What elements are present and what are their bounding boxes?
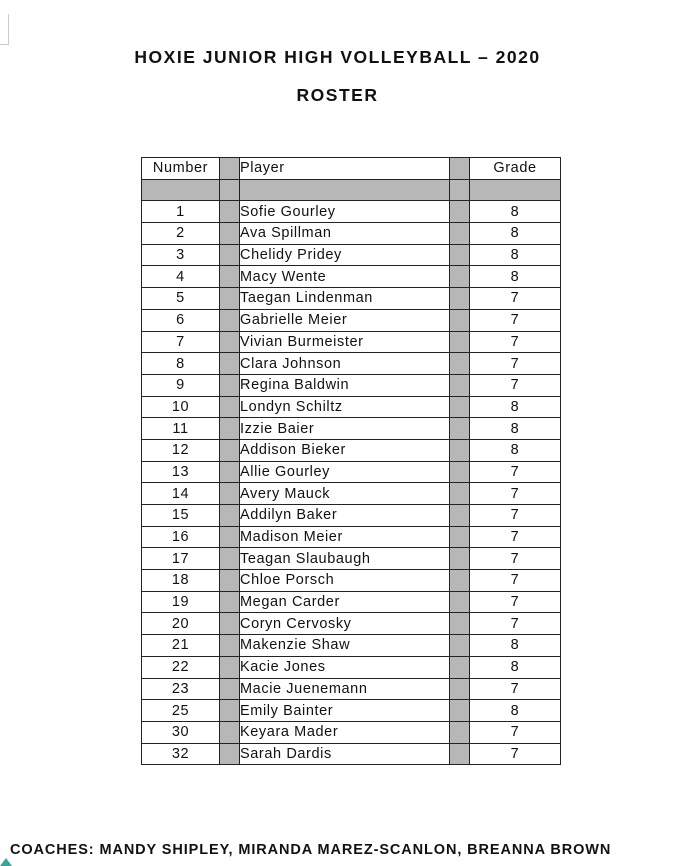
player-name: Macie Juenemann	[240, 678, 450, 700]
row-separator	[220, 743, 240, 765]
row-separator	[450, 526, 470, 548]
player-grade: 8	[470, 656, 561, 678]
player-grade: 7	[470, 461, 561, 483]
player-number: 32	[142, 743, 220, 765]
row-separator	[220, 288, 240, 310]
table-row	[142, 483, 561, 505]
player-number: 25	[142, 700, 220, 722]
row-separator	[220, 635, 240, 657]
row-separator	[220, 244, 240, 266]
row-separator	[450, 483, 470, 505]
document-title: HOXIE JUNIOR HIGH VOLLEYBALL – 2020	[134, 47, 541, 67]
player-grade: 8	[470, 439, 561, 461]
row-separator	[450, 244, 470, 266]
player-grade: 7	[470, 505, 561, 527]
player-name: Sarah Dardis	[240, 743, 450, 765]
row-separator	[450, 570, 470, 592]
row-separator	[220, 418, 240, 440]
player-name: Keyara Mader	[240, 721, 450, 743]
row-separator	[450, 353, 470, 375]
player-name: Ava Spillman	[240, 223, 450, 245]
player-grade: 7	[470, 570, 561, 592]
table-row	[142, 656, 561, 678]
row-separator	[450, 591, 470, 613]
row-separator	[220, 570, 240, 592]
row-separator	[450, 374, 470, 396]
player-name: Vivian Burmeister	[240, 331, 450, 353]
table-row	[142, 418, 561, 440]
row-separator	[450, 309, 470, 331]
player-name: Avery Mauck	[240, 483, 450, 505]
player-grade: 8	[470, 418, 561, 440]
player-number: 5	[142, 288, 220, 310]
row-separator	[220, 439, 240, 461]
player-grade: 8	[470, 201, 561, 223]
gray-cell	[450, 179, 470, 201]
player-name: Addilyn Baker	[240, 505, 450, 527]
row-separator	[450, 721, 470, 743]
player-grade: 7	[470, 743, 561, 765]
player-grade: 8	[470, 244, 561, 266]
player-grade: 7	[470, 526, 561, 548]
player-number: 10	[142, 396, 220, 418]
table-row	[142, 201, 561, 223]
player-name: Clara Johnson	[240, 353, 450, 375]
player-number: 22	[142, 656, 220, 678]
table-row	[142, 244, 561, 266]
row-separator	[450, 439, 470, 461]
header-separator	[220, 158, 240, 180]
row-separator	[450, 635, 470, 657]
gray-spacer-row	[142, 179, 561, 201]
player-grade: 7	[470, 288, 561, 310]
row-separator	[450, 418, 470, 440]
player-number: 17	[142, 548, 220, 570]
player-name: Coryn Cervosky	[240, 613, 450, 635]
player-grade: 7	[470, 591, 561, 613]
row-separator	[450, 201, 470, 223]
gray-cell	[220, 179, 240, 201]
table-row	[142, 570, 561, 592]
row-separator	[220, 374, 240, 396]
player-number: 13	[142, 461, 220, 483]
table-row	[142, 223, 561, 245]
player-name: Chelidy Pridey	[240, 244, 450, 266]
player-grade: 7	[470, 374, 561, 396]
row-separator	[450, 461, 470, 483]
player-name: Macy Wente	[240, 266, 450, 288]
table-row	[142, 700, 561, 722]
coaches-line: COACHES: MANDY SHIPLEY, MIRANDA MAREZ-SCANLON, BREANNA BROWN	[10, 842, 612, 858]
row-separator	[450, 505, 470, 527]
row-separator	[220, 201, 240, 223]
row-separator	[450, 223, 470, 245]
player-name: Teagan Slaubaugh	[240, 548, 450, 570]
player-name: Izzie Baier	[240, 418, 450, 440]
player-name: Taegan Lindenman	[240, 288, 450, 310]
player-grade: 7	[470, 309, 561, 331]
table-row	[142, 288, 561, 310]
row-separator	[450, 266, 470, 288]
table-row	[142, 613, 561, 635]
player-number: 14	[142, 483, 220, 505]
table-row	[142, 743, 561, 765]
row-separator	[220, 591, 240, 613]
table-row	[142, 526, 561, 548]
table-row	[142, 309, 561, 331]
row-separator	[450, 656, 470, 678]
table-row	[142, 591, 561, 613]
player-number: 20	[142, 613, 220, 635]
table-row	[142, 266, 561, 288]
gray-cell	[142, 179, 220, 201]
page-bottom-mark	[0, 858, 12, 866]
row-separator	[450, 396, 470, 418]
player-number: 2	[142, 223, 220, 245]
player-name: Emily Bainter	[240, 700, 450, 722]
player-number: 7	[142, 331, 220, 353]
table-row	[142, 721, 561, 743]
player-number: 6	[142, 309, 220, 331]
player-number: 11	[142, 418, 220, 440]
gray-cell	[470, 179, 561, 201]
row-separator	[220, 505, 240, 527]
table-row	[142, 374, 561, 396]
player-grade: 7	[470, 613, 561, 635]
player-grade: 8	[470, 266, 561, 288]
page-corner-mark	[0, 14, 9, 45]
gray-cell	[240, 179, 450, 201]
row-separator	[220, 223, 240, 245]
player-name: Megan Carder	[240, 591, 450, 613]
table-row	[142, 678, 561, 700]
player-grade: 7	[470, 331, 561, 353]
row-separator	[220, 721, 240, 743]
row-separator	[220, 526, 240, 548]
player-grade: 7	[470, 353, 561, 375]
row-separator	[450, 678, 470, 700]
row-separator	[450, 700, 470, 722]
player-name: Gabrielle Meier	[240, 309, 450, 331]
header-separator	[450, 158, 470, 180]
player-number: 3	[142, 244, 220, 266]
row-separator	[220, 483, 240, 505]
player-name: Makenzie Shaw	[240, 635, 450, 657]
player-number: 9	[142, 374, 220, 396]
player-grade: 7	[470, 721, 561, 743]
table-row	[142, 505, 561, 527]
player-number: 18	[142, 570, 220, 592]
player-name: Londyn Schiltz	[240, 396, 450, 418]
row-separator	[220, 548, 240, 570]
document-subtitle: ROSTER	[296, 85, 379, 105]
row-separator	[450, 331, 470, 353]
header-player: Player	[240, 158, 450, 180]
row-separator	[450, 613, 470, 635]
player-number: 19	[142, 591, 220, 613]
player-number: 12	[142, 439, 220, 461]
player-name: Allie Gourley	[240, 461, 450, 483]
row-separator	[220, 656, 240, 678]
player-number: 15	[142, 505, 220, 527]
row-separator	[220, 266, 240, 288]
table-row	[142, 461, 561, 483]
roster-table	[141, 157, 561, 765]
table-row	[142, 439, 561, 461]
player-name: Sofie Gourley	[240, 201, 450, 223]
row-separator	[220, 700, 240, 722]
row-separator	[220, 461, 240, 483]
table-row	[142, 353, 561, 375]
player-number: 16	[142, 526, 220, 548]
row-separator	[450, 288, 470, 310]
player-number: 8	[142, 353, 220, 375]
player-number: 4	[142, 266, 220, 288]
table-row	[142, 396, 561, 418]
player-grade: 8	[470, 635, 561, 657]
row-separator	[220, 353, 240, 375]
player-number: 23	[142, 678, 220, 700]
player-grade: 7	[470, 678, 561, 700]
row-separator	[220, 331, 240, 353]
table-row	[142, 635, 561, 657]
player-name: Regina Baldwin	[240, 374, 450, 396]
player-grade: 8	[470, 396, 561, 418]
row-separator	[220, 613, 240, 635]
row-separator	[450, 548, 470, 570]
player-name: Madison Meier	[240, 526, 450, 548]
player-grade: 7	[470, 548, 561, 570]
player-number: 1	[142, 201, 220, 223]
player-name: Chloe Porsch	[240, 570, 450, 592]
table-header-row	[142, 158, 561, 180]
table-row	[142, 548, 561, 570]
player-number: 30	[142, 721, 220, 743]
row-separator	[220, 309, 240, 331]
row-separator	[450, 743, 470, 765]
header-grade: Grade	[470, 158, 561, 180]
player-name: Addison Bieker	[240, 439, 450, 461]
header-number: Number	[142, 158, 220, 180]
row-separator	[220, 396, 240, 418]
player-number: 21	[142, 635, 220, 657]
player-grade: 8	[470, 700, 561, 722]
player-grade: 7	[470, 483, 561, 505]
row-separator	[220, 678, 240, 700]
roster-body	[142, 201, 561, 765]
table-row	[142, 331, 561, 353]
player-name: Kacie Jones	[240, 656, 450, 678]
player-grade: 8	[470, 223, 561, 245]
